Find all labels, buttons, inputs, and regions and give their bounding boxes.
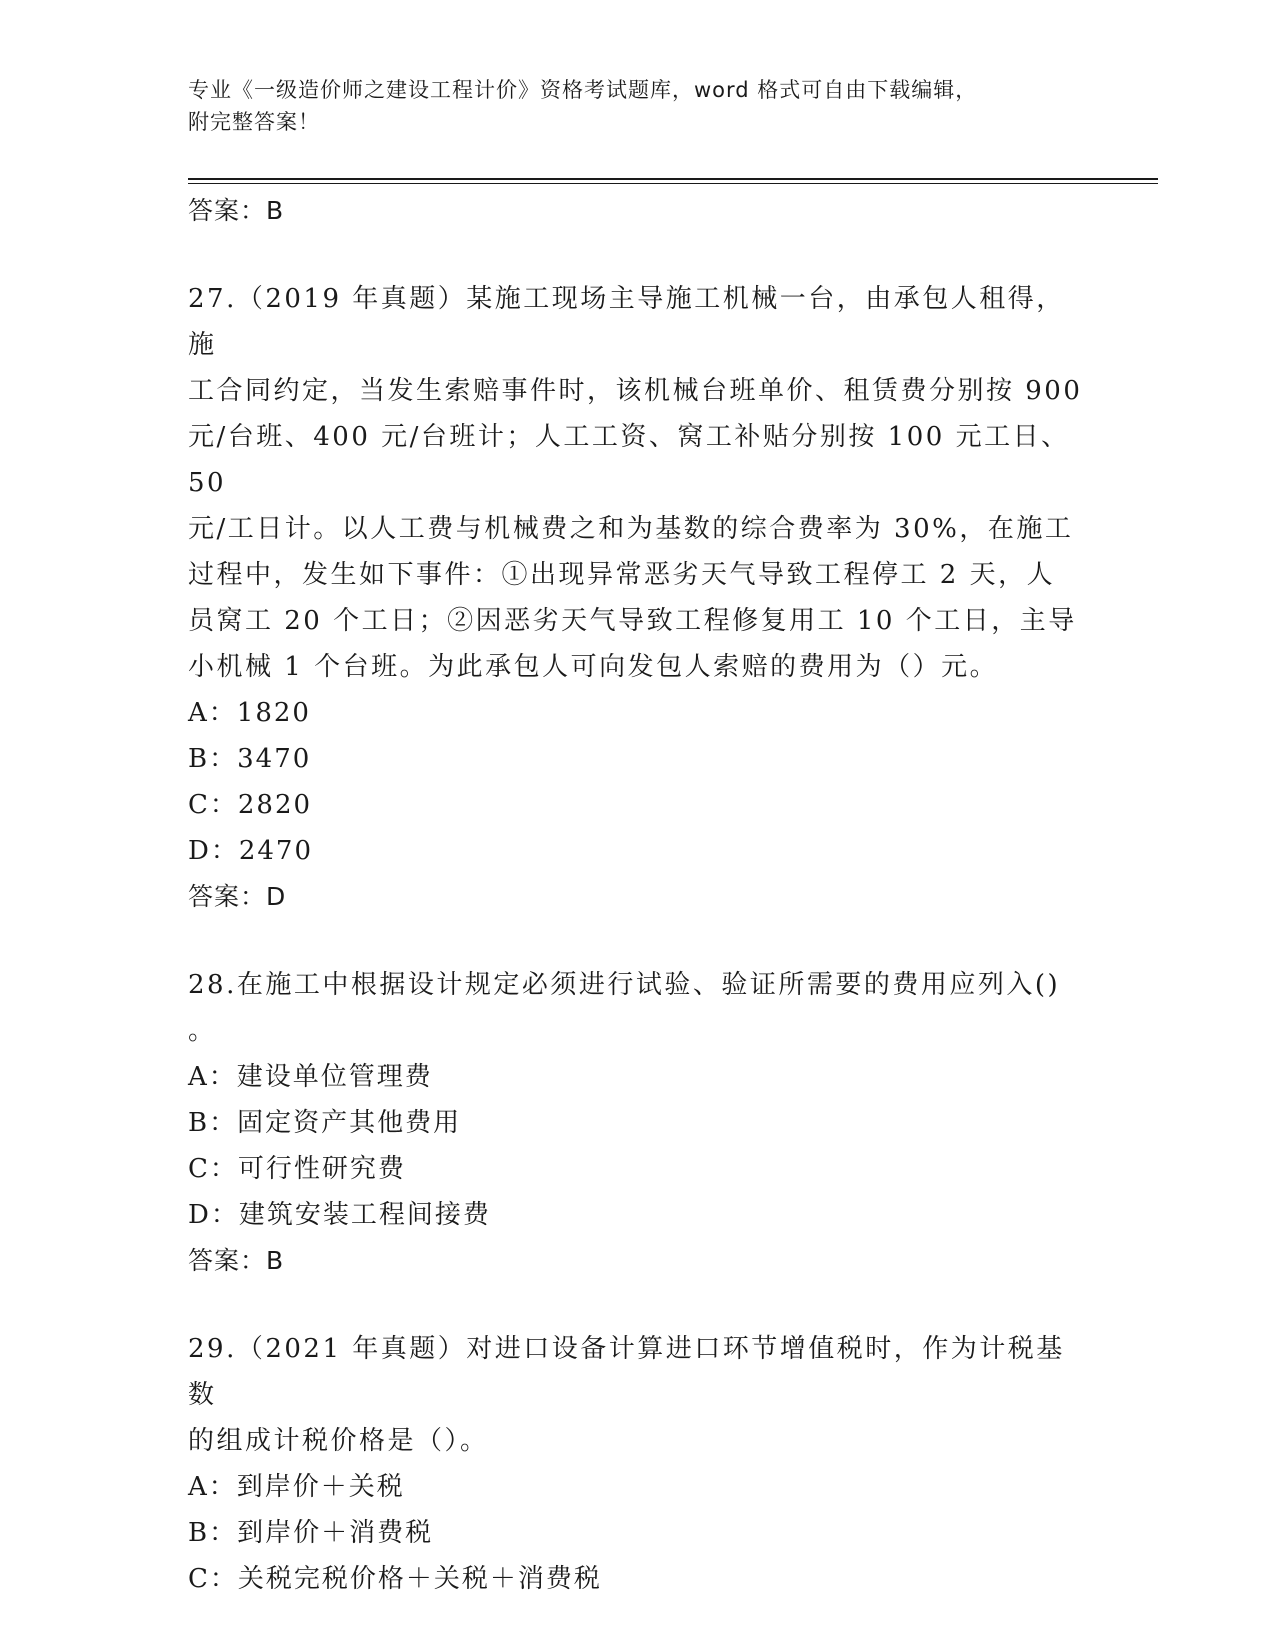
option-c: C：2820 xyxy=(188,790,313,820)
document-body xyxy=(188,188,1088,1602)
option-b: B：到岸价＋消费税 xyxy=(188,1518,434,1548)
question-line: 员窝工 20 个工日；②因恶劣天气导致工程修复用工 10 个工日，主导 xyxy=(188,606,1077,636)
question-29 xyxy=(188,1326,1088,1602)
option-a: A：1820 xyxy=(188,698,311,728)
question-line: 小机械 1 个台班。为此承包人可向发包人索赔的费用为（）元。 xyxy=(188,652,999,682)
option-c: C：可行性研究费 xyxy=(188,1154,406,1184)
question-line: 28.在施工中根据设计规定必须进行试验、验证所需要的费用应列入() xyxy=(188,970,1061,1000)
option-d: D：2470 xyxy=(188,836,314,866)
header-rule xyxy=(188,178,1158,180)
question-line: 元/工日计。以人工费与机械费之和为基数的综合费率为 30%，在施工 xyxy=(188,514,1074,544)
header-rule-thin xyxy=(188,183,1158,184)
question-line: 。 xyxy=(188,1016,217,1046)
question-line: 过程中，发生如下事件：①出现异常恶劣天气导致工程停工 2 天，人 xyxy=(188,560,1056,590)
option-c: C：关税完税价格＋关税＋消费税 xyxy=(188,1564,602,1594)
document-header xyxy=(188,74,1088,138)
option-d: D：建筑安装工程间接费 xyxy=(188,1200,491,1230)
answer-28: 答案：B xyxy=(188,1246,285,1275)
option-b: B：固定资产其他费用 xyxy=(188,1108,462,1138)
question-line: 工合同约定，当发生索赔事件时，该机械台班单价、租赁费分别按 900 xyxy=(188,376,1083,406)
question-line: 元/台班、400 元/台班计；人工工资、窝工补贴分别按 100 元工日、50 xyxy=(188,422,1070,498)
option-a: A：到岸价＋关税 xyxy=(188,1472,405,1502)
question-28 xyxy=(188,962,1088,1284)
answer-previous: 答案：B xyxy=(188,196,285,225)
question-line: 的组成计税价格是（）。 xyxy=(188,1426,489,1456)
option-b: B：3470 xyxy=(188,744,312,774)
header-line-2: 附完整答案！ xyxy=(188,110,320,134)
question-line: 27.（2019 年真题）某施工现场主导施工机械一台，由承包人租得，施 xyxy=(188,284,1065,360)
question-line: 29.（2021 年真题）对进口设备计算进口环节增值税时，作为计税基数 xyxy=(188,1334,1065,1410)
question-27 xyxy=(188,276,1088,920)
answer-27: 答案：D xyxy=(188,882,287,911)
option-a: A：建设单位管理费 xyxy=(188,1062,433,1092)
header-line-1: 专业《一级造价师之建设工程计价》资格考试题库，word 格式可自由下载编辑， xyxy=(188,78,978,102)
